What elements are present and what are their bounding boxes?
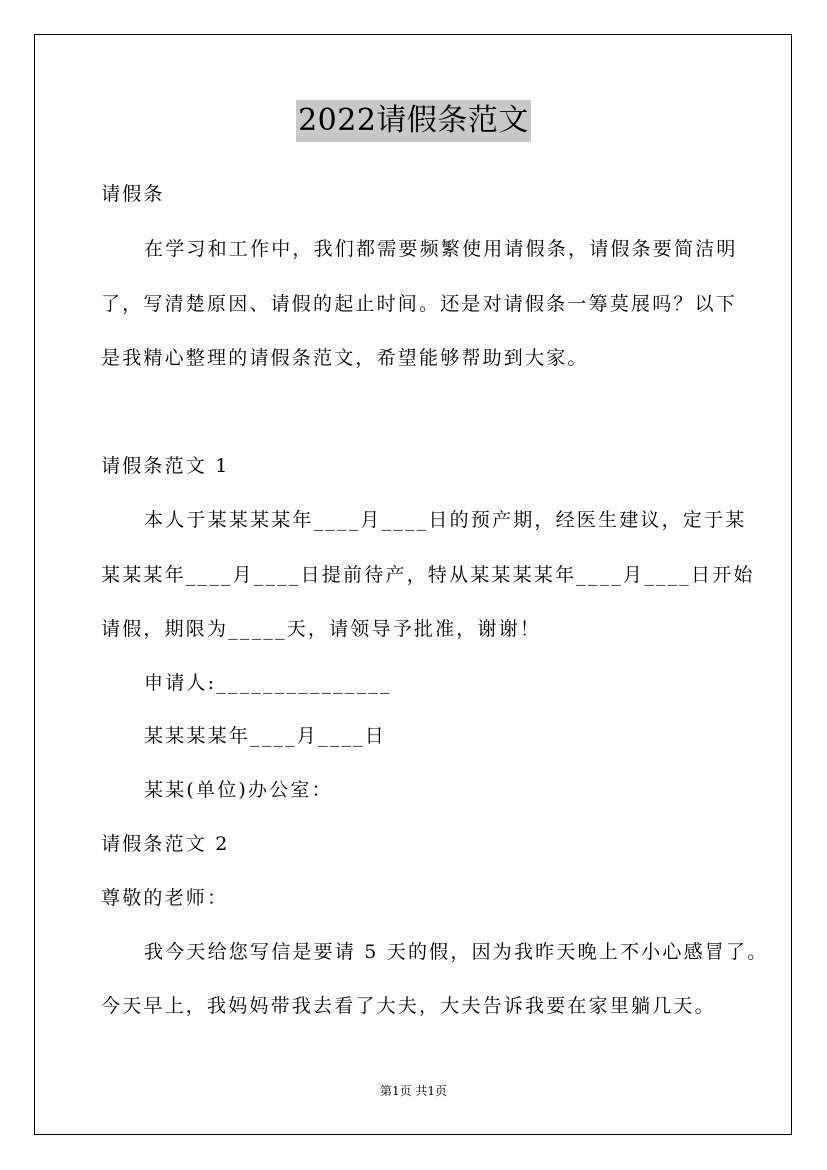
sample1-body-line-2: 某某某年____月____日提前待产，特从某某某某年____月____日开始 [101, 564, 755, 586]
intro-line-3: 是我精心整理的请假条范文，希望能够帮助到大家。 [101, 347, 589, 369]
intro-line-2: 了，写清楚原因、请假的起止时间。还是对请假条一筹莫展吗？以下 [101, 293, 738, 315]
sample1-office: 某某(单位)办公室： [144, 779, 333, 801]
sample1-body-line-1: 本人于某某某某年____月____日的预产期，经医生建议，定于某 [144, 509, 747, 531]
sample1-heading: 请假条范文 1 [101, 455, 230, 477]
sample2-body-line-2: 今天早上，我妈妈带我去看了大夫，大夫告诉我要在家里躺几天。 [101, 995, 716, 1017]
title-container [0, 100, 827, 142]
intro-line-1: 在学习和工作中，我们都需要频繁使用请假条，请假条要简洁明 [144, 238, 738, 260]
sample2-salutation: 尊敬的老师： [101, 887, 229, 909]
sample2-heading: 请假条范文 2 [101, 833, 230, 855]
page-footer: 第1页 共1页 [379, 1084, 448, 1098]
sample2-body-line-1: 我今天给您写信是要请 5 天的假，因为我昨天晚上不小心感冒了。 [144, 941, 769, 963]
sample1-date: 某某某某年____月____日 [144, 725, 387, 747]
sample1-body-line-3: 请假，期限为_____天，请领导予批准，谢谢！ [101, 618, 542, 640]
document-title: 2022请假条范文 [296, 100, 531, 142]
sample1-applicant: 申请人:_______________ [144, 672, 392, 694]
intro-heading: 请假条 [101, 183, 165, 205]
